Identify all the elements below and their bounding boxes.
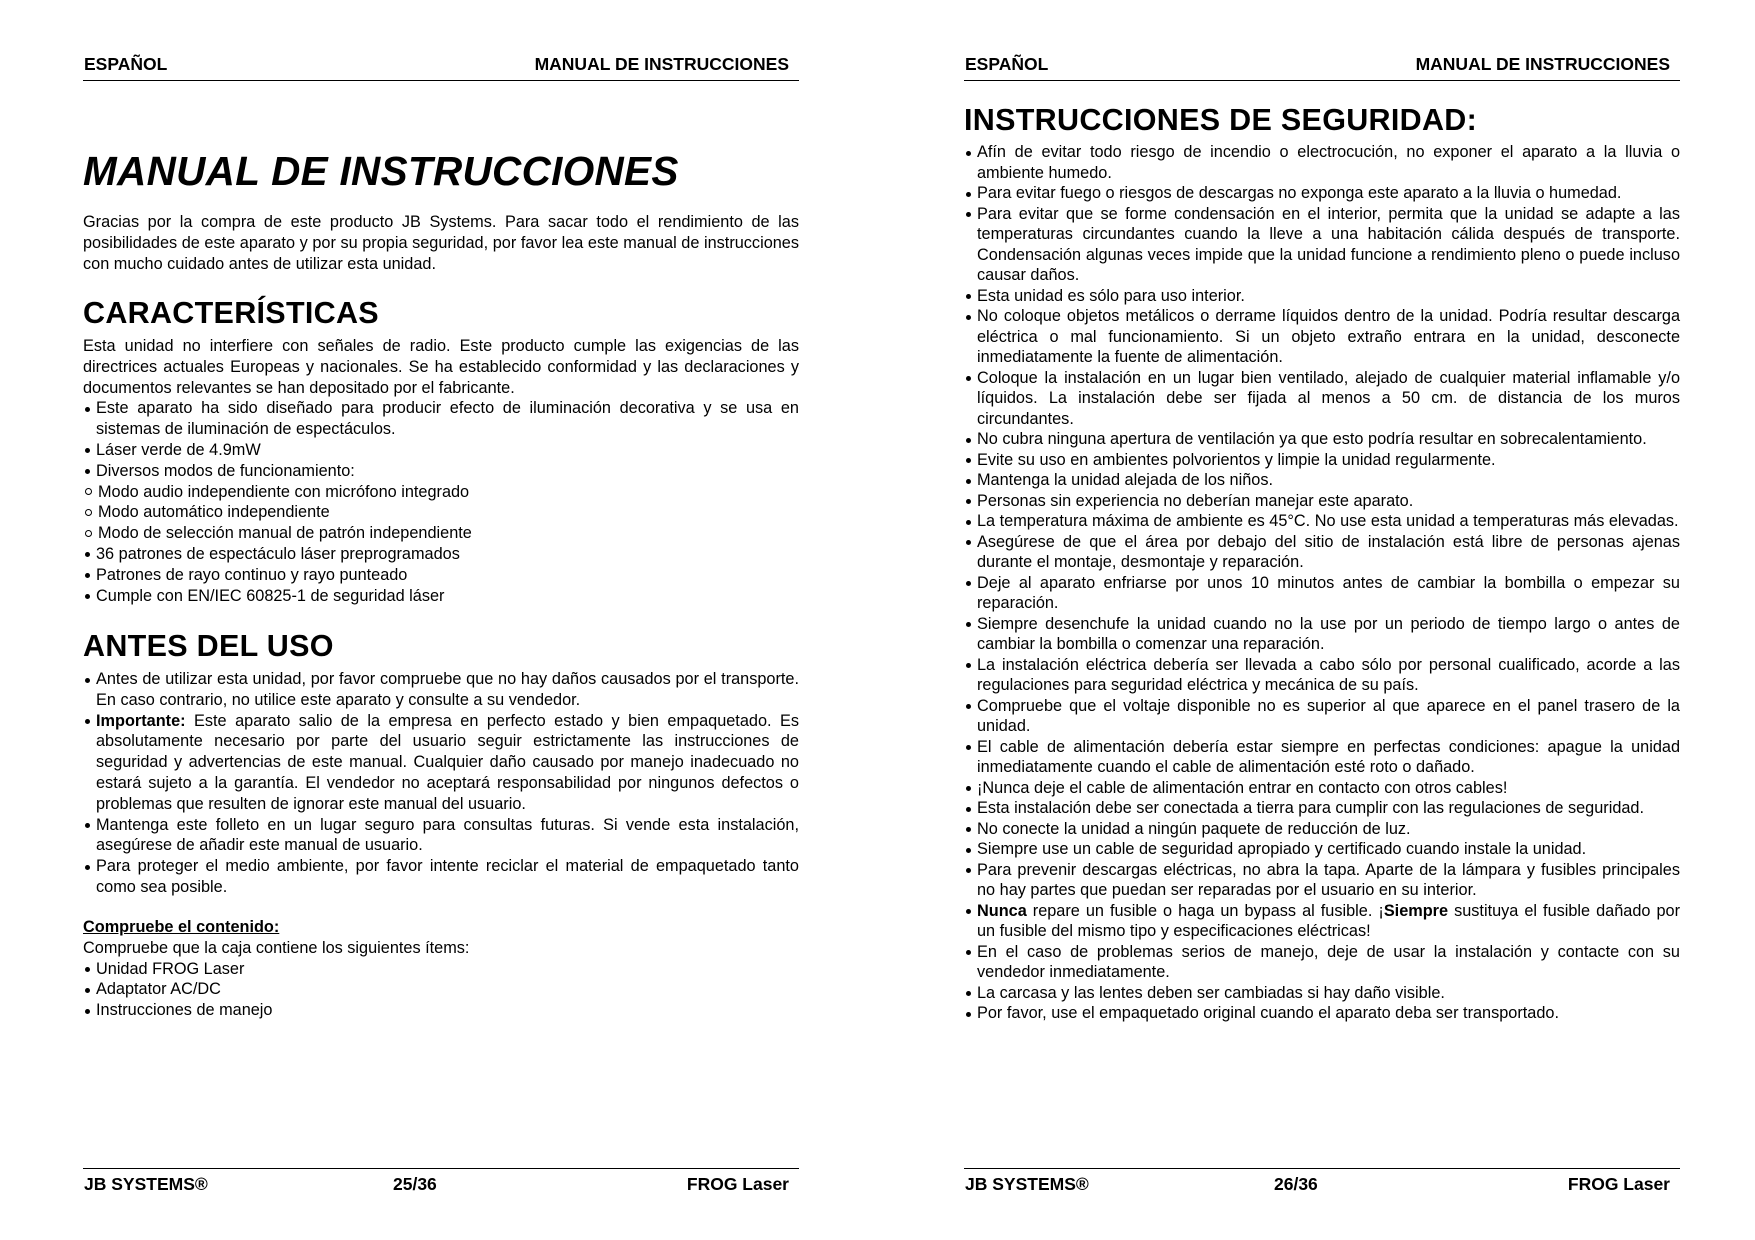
list-item: Evite su uso en ambientes polvorientos y limpie la unidad regularmente. (964, 450, 1680, 471)
safety-list (964, 142, 1680, 1024)
contents-intro: Compruebe que la caja contiene los siguientes ítems: (83, 938, 470, 957)
list-item: No cubra ninguna apertura de ventilación ya que esto podría resultar en sobrecalentamiento. (964, 429, 1680, 450)
header-title: MANUAL DE INSTRUCCIONES (1415, 54, 1670, 74)
list-item: Cumple con EN/IEC 60825-1 de seguridad láser (83, 586, 799, 607)
page-header (83, 52, 799, 81)
contents-list (83, 959, 799, 1021)
footer-product: FROG Laser (1567, 1174, 1670, 1194)
header-title: MANUAL DE INSTRUCCIONES (534, 54, 789, 74)
list-item: Compruebe que el voltaje disponible no es superior al que aparece en el panel trasero de la unidad. (964, 696, 1680, 737)
list-item: Por favor, use el empaquetado original cuando el aparato deba ser transportado. (964, 1003, 1680, 1024)
list-item: Este aparato ha sido diseñado para producir efecto de iluminación decorativa y se usa en sistemas de iluminación de espectáculos. (83, 398, 799, 440)
before-use-list (83, 669, 799, 898)
before-use-heading: ANTES DEL USO (83, 629, 334, 663)
page-26 (964, 0, 1680, 1240)
list-item: Instrucciones de manejo (83, 1000, 799, 1021)
page-25 (83, 0, 799, 1240)
sub-list-item: Modo de selección manual de patrón independiente (84, 523, 799, 544)
list-item: ¡Nunca deje el cable de alimentación entrar en contacto con otros cables! (964, 778, 1680, 799)
list-item: Patrones de rayo continuo y rayo punteado (83, 565, 799, 586)
never-label: Nunca (977, 901, 1027, 920)
list-item: Para prevenir descargas eléctricas, no abra la tapa. Aparte de la lámpara y fusibles principales no hay partes que puedan ser reparadas por el usuario en su interior. (964, 860, 1680, 901)
list-item: Láser verde de 4.9mW (83, 440, 799, 461)
sub-list-item: Modo audio independiente con micrófono integrado (84, 482, 799, 503)
page-header (964, 52, 1680, 81)
list-item: Para evitar que se forme condensación en el interior, permita que la unidad se adapte a las temperaturas circundantes cuando la lleve a una habitación cálida después de transporte. Condensación algunas veces impide que la unidad funcione a rendimiento pleno o puede incluso causar daños. (964, 204, 1680, 286)
safety-section (964, 142, 1680, 1024)
list-item: Deje al aparato enfriarse por unos 10 minutos antes de cambiar la bombilla o empezar su reparación. (964, 573, 1680, 614)
footer-page-number: 25/36 (393, 1174, 437, 1194)
list-item (964, 901, 1680, 942)
list-item (83, 711, 799, 815)
features-heading: CARACTERÍSTICAS (83, 296, 379, 330)
list-item: 36 patrones de espectáculo láser preprogramados (83, 544, 799, 565)
list-item: Siempre desenchufe la unidad cuando no la use por un periodo de tiempo largo o antes de cambiar la bombilla o comenzar una reparación. (964, 614, 1680, 655)
features-intro: Esta unidad no interfiere con señales de radio. Este producto cumple las exigencias de las directrices actuales Europeas y nacionales. Se ha establecido conformidad y las declaraciones y documentos relevantes se han depositado por el fabricante. (83, 337, 799, 397)
list-item: Personas sin experiencia no deberían manejar este aparato. (964, 491, 1680, 512)
safety-heading: INSTRUCCIONES DE SEGURIDAD: (964, 103, 1478, 137)
list-item: Coloque la instalación en un lugar bien ventilado, alejado de cualquier material inflamable y/o líquidos. La instalación debe ser fijada al menos a 50 cm. de distancia de los muros circundantes. (964, 368, 1680, 430)
list-item: En el caso de problemas serios de manejo, deje de usar la instalación y contacte con su vendedor inmediatamente. (964, 942, 1680, 983)
footer-brand: JB SYSTEMS® (965, 1174, 1089, 1194)
sub-list-item: Modo automático independiente (84, 502, 799, 523)
list-item: La temperatura máxima de ambiente es 45°C. No use esta unidad a temperaturas más elevadas. (964, 511, 1680, 532)
always-label: Siempre (1383, 901, 1449, 920)
list-item (83, 461, 799, 544)
header-language: ESPAÑOL (84, 54, 168, 74)
footer-product: FROG Laser (686, 1174, 789, 1194)
page-title: MANUAL DE INSTRUCCIONES (83, 148, 679, 194)
list-item: Mantenga la unidad alejada de los niños. (964, 470, 1680, 491)
list-item: Esta instalación debe ser conectada a tierra para cumplir con las regulaciones de seguridad. (964, 798, 1680, 819)
list-item: La instalación eléctrica debería ser llevada a cabo sólo por personal cualificado, acorde a las regulaciones para seguridad eléctrica y mecánica de su país. (964, 655, 1680, 696)
contents-section (83, 917, 799, 1021)
important-label: Importante: (96, 711, 186, 730)
footer-brand: JB SYSTEMS® (84, 1174, 208, 1194)
list-item: Para proteger el medio ambiente, por favor intente reciclar el material de empaquetado tanto como sea posible. (83, 856, 799, 898)
header-language: ESPAÑOL (965, 54, 1049, 74)
list-item: Mantenga este folleto en un lugar seguro para consultas futuras. Si vende esta instalación, asegúrese de añadir este manual de usuario. (83, 815, 799, 857)
list-item: Afín de evitar todo riesgo de incendio o electrocución, no exponer el aparato a la lluvia o ambiente humedo. (964, 142, 1680, 183)
features-list (83, 398, 799, 606)
list-item: Para evitar fuego o riesgos de descargas no exponga este aparato a la lluvia o humedad. (964, 183, 1680, 204)
contents-heading: Compruebe el contenido: (83, 918, 280, 936)
fuse-text-1: repare un fusible o haga un bypass al fusible. ¡ (1026, 901, 1384, 920)
list-item-text: Diversos modos de funcionamiento: (96, 461, 355, 480)
footer-page-number: 26/36 (1274, 1174, 1318, 1194)
list-item: Esta unidad es sólo para uso interior. (964, 286, 1680, 307)
features-section (83, 336, 799, 606)
list-item: Siempre use un cable de seguridad apropiado y certificado cuando instale la unidad. (964, 839, 1680, 860)
list-item: No conecte la unidad a ningún paquete de reducción de luz. (964, 819, 1680, 840)
before-use-section (83, 669, 799, 898)
list-item: La carcasa y las lentes deben ser cambiadas si hay daño visible. (964, 983, 1680, 1004)
fuse-text-2: sustituya el fusible dañado por un fusible del mismo tipo y especificaciones eléctricas! (977, 901, 1681, 940)
important-text: Este aparato salio de la empresa en perfecto estado y bien empaquetado. Es absolutamente necesario por parte del usuario seguir estrictamente las instrucciones de seguridad y advertencias de este manual. Cualquier daño causado por manejo inadecuado no estará sujeto a la garantía. El vendedor no aceptará responsabilidad por ningunos defectos o problemas que resulten de ignorar este manual del usuario. (96, 711, 799, 813)
modes-list (84, 482, 799, 544)
list-item: Antes de utilizar esta unidad, por favor compruebe que no hay daños causados por el transporte. En caso contrario, no utilice este aparato y consulte a su vendedor. (83, 669, 799, 711)
list-item: El cable de alimentación debería estar siempre en perfectas condiciones: apague la unidad inmediatamente cuando el cable de alimentación esté roto o dañado. (964, 737, 1680, 778)
list-item: No coloque objetos metálicos o derrame líquidos dentro de la unidad. Podría resultar descarga eléctrica o mal funcionamiento. Si un objeto extraño entrara en la unidad, desconecte inmediatamente la fuente de alimentación. (964, 306, 1680, 368)
intro-paragraph: Gracias por la compra de este producto JB Systems. Para sacar todo el rendimiento de las posibilidades de este aparato y por su propia seguridad, por favor lea este manual de instrucciones con mucho cuidado antes de utilizar esta unidad. (83, 213, 799, 273)
list-item: Unidad FROG Laser (83, 959, 799, 980)
list-item: Adaptator AC/DC (83, 979, 799, 1000)
list-item: Asegúrese de que el área por debajo del sitio de instalación está libre de personas ajenas durante el montaje, desmontaje y reparación. (964, 532, 1680, 573)
page-footer (964, 1168, 1680, 1199)
page-footer (83, 1168, 799, 1199)
